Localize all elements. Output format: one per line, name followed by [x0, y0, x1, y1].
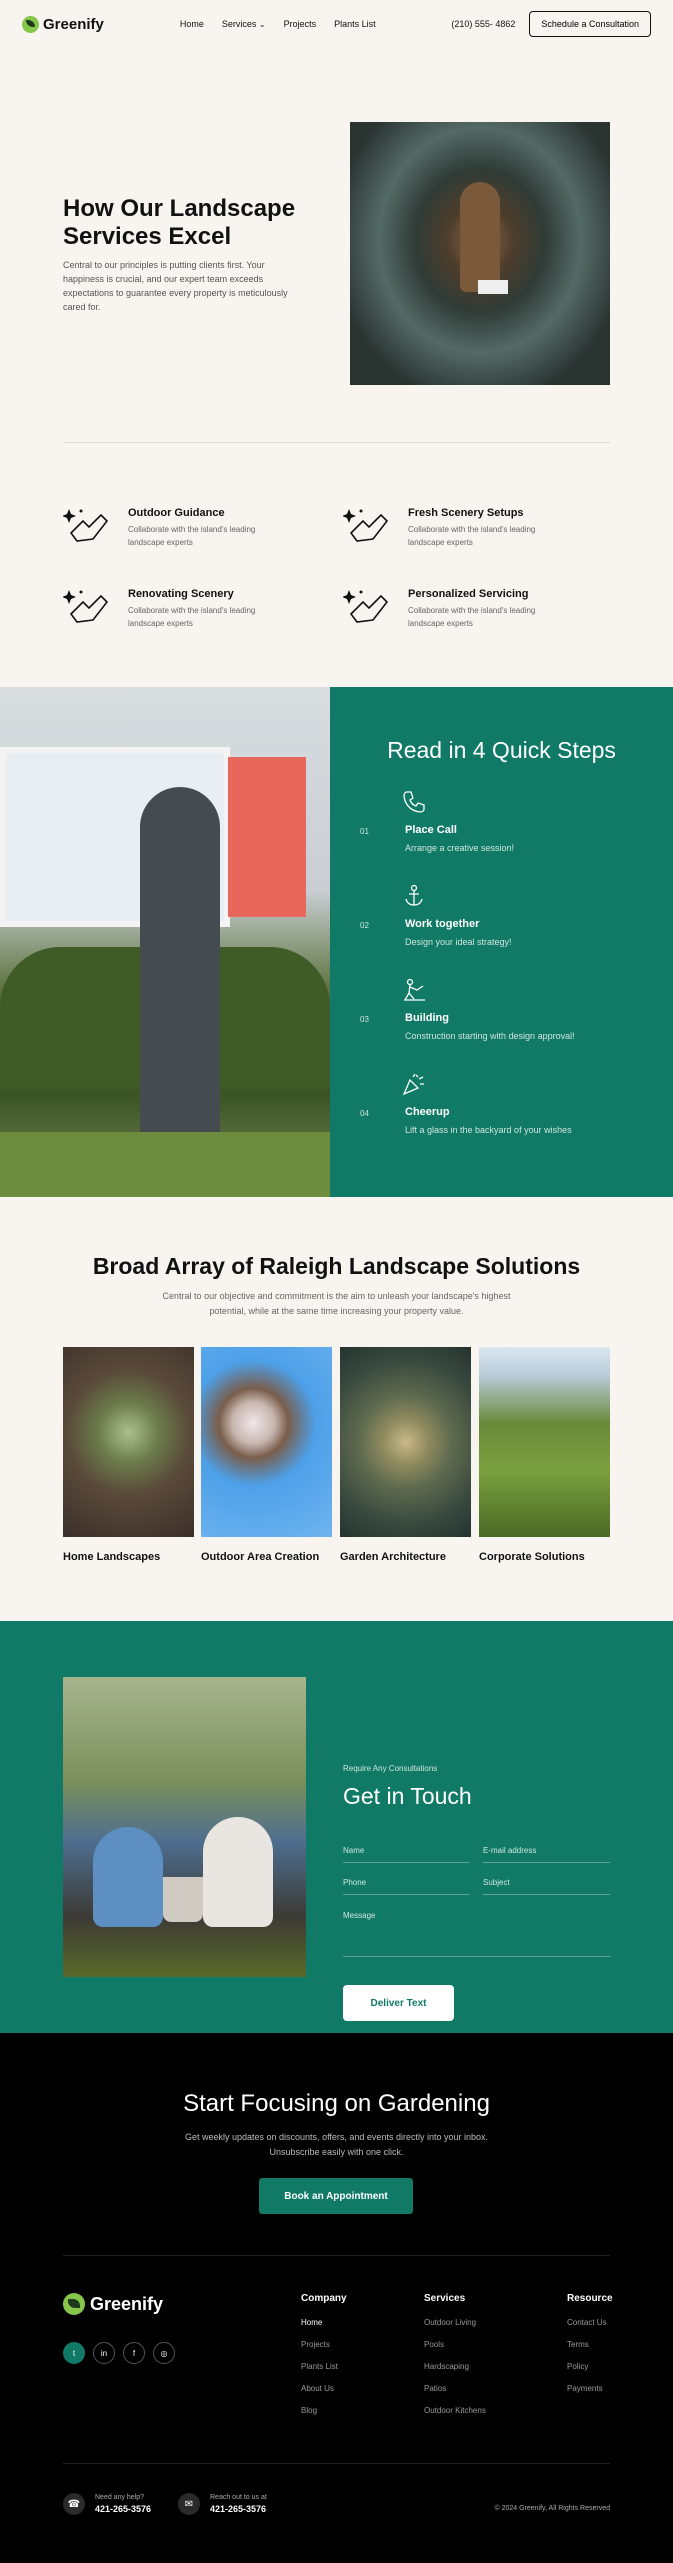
step-desc: Lift a glass in the backyard of your wishes [405, 1125, 572, 1135]
main-nav [180, 19, 376, 29]
solution-title: Corporate Solutions [479, 1551, 585, 1563]
phone-field[interactable]: Phone [343, 1878, 470, 1895]
site-header [0, 0, 673, 48]
contact-eyebrow: Require Any Consultations [343, 1764, 438, 1773]
deliver-text-button[interactable]: Deliver Text [343, 1985, 454, 2021]
hand-sparkle-icon [343, 503, 393, 545]
footer-brand[interactable] [63, 2293, 163, 2315]
footer-brand-name: Greenify [90, 2293, 164, 2314]
footer-col-title: Services [424, 2293, 466, 2304]
footer-link[interactable]: Hardscaping [424, 2362, 469, 2371]
footer-link[interactable]: Pools [424, 2340, 445, 2349]
features-section [0, 443, 673, 687]
help-phone: 421-265-3576 [95, 2504, 152, 2514]
footer-link[interactable]: Blog [301, 2406, 318, 2415]
step-desc: Design your ideal strategy! [405, 937, 512, 947]
header-phone[interactable]: (210) 555- 4862 [451, 19, 516, 29]
help-label: Need any help? [95, 2494, 145, 2501]
step-number: 04 [360, 1109, 369, 1118]
footer-link[interactable]: Payments [567, 2384, 603, 2393]
linkedin-icon[interactable]: in [93, 2342, 115, 2364]
message-field[interactable]: Message [343, 1911, 610, 1957]
help-contact[interactable] [63, 2493, 151, 2515]
hero-section [0, 48, 673, 442]
solution-card-garden-architecture[interactable] [340, 1347, 471, 1563]
newsletter-footer [0, 2033, 673, 2563]
name-field[interactable]: Name [343, 1846, 470, 1863]
reach-label: Reach out to us at [210, 2494, 267, 2501]
hero-body: Central to our principles is putting clients first. Your happiness is crucial, and our expert team exceeds expectations to guarantee every property is meticulously cared for. [63, 260, 288, 312]
step-desc: Arrange a creative session! [405, 843, 515, 853]
step-title: Building [405, 1012, 449, 1024]
newsletter-subtitle: Get weekly updates on discounts, offers, and events directly into your inbox. Unsubscribe easily with one click. [184, 2132, 488, 2157]
hero-cactus-image [350, 122, 610, 385]
hand-sparkle-icon [343, 584, 393, 626]
celebrate-icon [401, 1071, 427, 1097]
footer-link[interactable]: Outdoor Kitchens [424, 2406, 486, 2415]
leaf-icon [22, 16, 39, 33]
bucket [163, 1877, 203, 1922]
phone-icon: ☎ [63, 2493, 85, 2515]
solution-card-outdoor-area[interactable] [201, 1347, 332, 1563]
nav-services[interactable] [222, 19, 266, 29]
reach-contact[interactable] [178, 2493, 267, 2515]
social-links [63, 2342, 175, 2364]
phone-icon [401, 789, 427, 815]
footer-divider [63, 2463, 610, 2464]
anchor-icon [401, 883, 427, 909]
blossom-branch-image [201, 1347, 332, 1537]
reach-phone: 421-265-3576 [210, 2504, 267, 2514]
builder-icon [401, 977, 427, 1003]
hand-sparkle-icon [63, 503, 113, 545]
footer-link[interactable]: Patios [424, 2384, 447, 2393]
subject-field[interactable]: Subject [483, 1878, 610, 1895]
feature-desc: Collaborate with the island's leading landscape experts [408, 525, 536, 547]
solution-title: Garden Architecture [340, 1551, 446, 1563]
footer-link[interactable]: Home [301, 2318, 323, 2327]
feature-desc: Collaborate with the island's leading landscape experts [128, 606, 256, 628]
steps-panel [330, 687, 673, 1197]
contact-title: Get in Touch [343, 1783, 472, 1809]
newsletter-title: Start Focusing on Gardening [183, 2090, 490, 2117]
solution-card-corporate[interactable] [479, 1347, 610, 1563]
step-title: Work together [405, 918, 480, 930]
step-desc: Construction starting with design approval! [405, 1031, 575, 1041]
footer-col-title: Company [301, 2293, 347, 2304]
feature-title: Fresh Scenery Setups [408, 507, 524, 519]
footer-col-title: Resource [567, 2293, 613, 2304]
help-contact-text [95, 2494, 151, 2514]
gardener-spraying-image [0, 687, 330, 1197]
plant-tag [478, 280, 508, 294]
step-number: 02 [360, 921, 369, 930]
red-shutter [228, 757, 306, 917]
nav-home[interactable]: Home [179, 19, 204, 29]
footer-divider [63, 2255, 610, 2256]
solution-title: Home Landscapes [63, 1551, 161, 1563]
succulent-pot-image [63, 1347, 194, 1537]
footer-col-services [424, 2293, 486, 2428]
succulent-row-image [340, 1347, 471, 1537]
footer-link[interactable]: Contact Us [567, 2318, 607, 2327]
footer-link[interactable]: Projects [301, 2340, 330, 2349]
footer-col-resource [567, 2293, 613, 2406]
person-figure [93, 1827, 163, 1927]
feature-title: Outdoor Guidance [128, 507, 225, 519]
hand-sparkle-icon [63, 584, 113, 626]
leaf-icon [63, 2293, 85, 2315]
instagram-icon[interactable]: ◎ [153, 2342, 175, 2364]
copyright: © 2024 Greenify, All Rights Reserved [494, 2505, 610, 2512]
solution-card-home-landscapes[interactable] [63, 1347, 194, 1563]
solutions-section [0, 1197, 673, 1621]
nav-projects[interactable]: Projects [283, 19, 317, 29]
footer-col-company [301, 2293, 347, 2428]
person-figure [203, 1817, 273, 1927]
email-field[interactable]: E-mail address [483, 1846, 610, 1863]
gardener-figure [140, 787, 220, 1167]
contact-section [0, 1621, 673, 2033]
step-title: Cheerup [405, 1106, 450, 1118]
brand-logo[interactable] [22, 16, 104, 33]
footer-link[interactable]: Terms [567, 2340, 589, 2349]
twitter-icon[interactable]: t [63, 2342, 85, 2364]
footer-link[interactable]: Outdoor Living [424, 2318, 477, 2327]
step-number: 01 [360, 827, 369, 836]
facebook-icon[interactable]: f [123, 2342, 145, 2364]
vegetable-garden-image [479, 1347, 610, 1537]
cactus-shape [460, 182, 500, 292]
footer-link[interactable]: Policy [567, 2362, 589, 2371]
brand-name: Greenify [43, 15, 104, 33]
schedule-consultation-button[interactable]: Schedule a Consultation [529, 11, 651, 37]
step-number: 03 [360, 1015, 369, 1024]
solutions-subtitle: Central to our objective and commitment is the aim to unleash your landscape's highest potential, while at the same time increasing your property value. [162, 1291, 511, 1316]
step-title: Place Call [405, 824, 457, 836]
lawn [0, 1132, 330, 1197]
book-appointment-button[interactable]: Book an Appointment [259, 2178, 413, 2214]
feature-desc: Collaborate with the island's leading landscape experts [408, 606, 536, 628]
footer-link[interactable]: About Us [301, 2384, 334, 2393]
chevron-down-icon: ⌄ [258, 20, 266, 29]
mail-icon: ✉ [178, 2493, 200, 2515]
couple-gardening-image [63, 1677, 306, 1977]
feature-title: Renovating Scenery [128, 588, 234, 600]
solutions-title: Broad Array of Raleigh Landscape Solutions [92, 1253, 581, 1279]
reach-contact-text [210, 2494, 267, 2514]
nav-plants-list[interactable]: Plants List [334, 19, 376, 29]
solution-title: Outdoor Area Creation [201, 1551, 320, 1563]
hero-title: How Our Landscape Services Excel [63, 195, 296, 250]
footer-link[interactable]: Plants List [301, 2362, 338, 2371]
feature-desc: Collaborate with the island's leading landscape experts [128, 525, 256, 547]
steps-section [0, 687, 673, 1197]
nav-services-label: Services [221, 19, 257, 29]
steps-title: Read in 4 Quick Steps [387, 737, 616, 763]
feature-title: Personalized Servicing [408, 588, 529, 600]
